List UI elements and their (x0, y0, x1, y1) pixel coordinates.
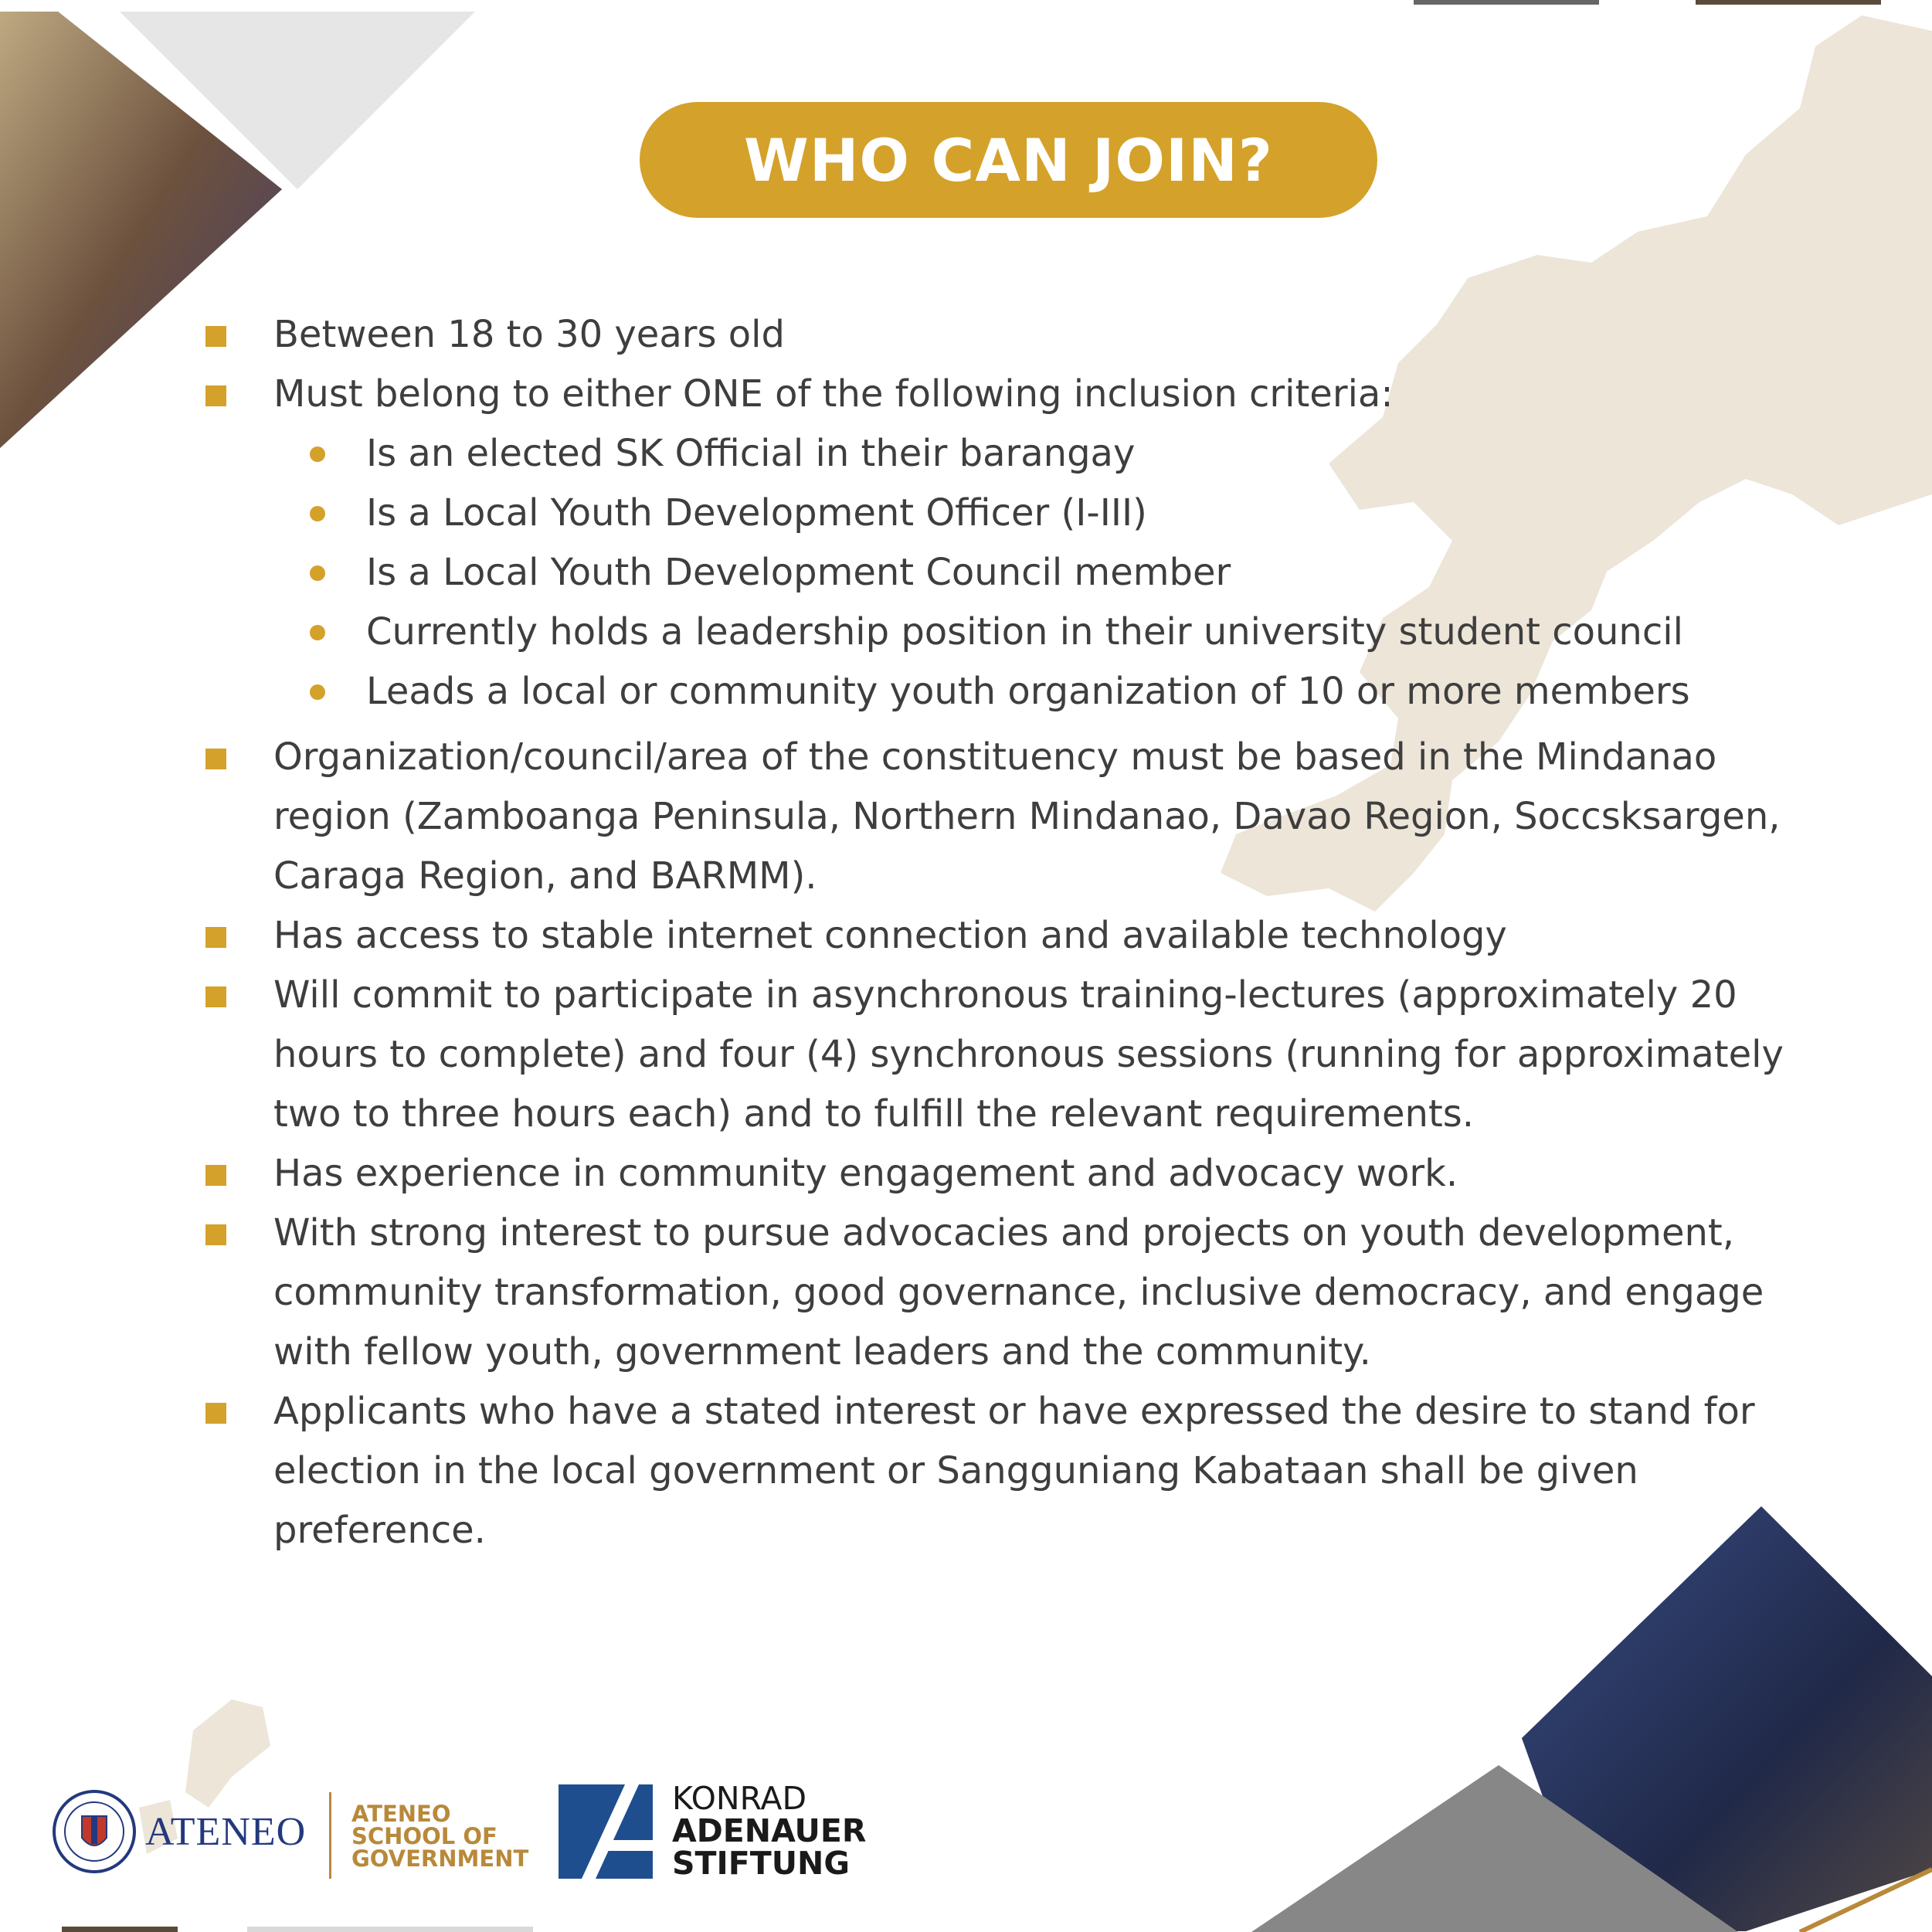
square-bullet-icon (205, 385, 226, 406)
dot-bullet-icon (310, 625, 325, 640)
criteria-text: With strong interest to pursue advocacies and projects on youth development, community transformation, good governance, inclusive democracy, and engage with fellow youth, government leaders and the community. (273, 1211, 1764, 1373)
criteria-item (273, 1382, 1788, 1560)
dot-bullet-icon (310, 684, 325, 700)
criteria-item (273, 1144, 1788, 1204)
square-bullet-icon (205, 986, 226, 1007)
ateneo-seal-logo (51, 1788, 138, 1875)
kas-logo-text (672, 1780, 867, 1882)
criteria-text: Must belong to either ONE of the following inclusion criteria: (273, 372, 1394, 416)
criteria-item (273, 1204, 1788, 1382)
square-bullet-icon (205, 1224, 226, 1245)
sub-criteria-text: Is a Local Youth Development Council member (366, 551, 1231, 594)
dot-bullet-icon (310, 506, 325, 521)
kas-line: ADENAUER (672, 1812, 867, 1849)
square-bullet-icon (205, 927, 226, 948)
kas-line: STIFTUNG (672, 1845, 850, 1882)
criteria-item (273, 728, 1788, 906)
square-bullet-icon (205, 749, 226, 769)
sub-criteria-text: Is a Local Youth Development Officer (I-III) (366, 491, 1147, 535)
sog-line: SCHOOL OF (351, 1823, 497, 1849)
page-title: WHO CAN JOIN? (743, 125, 1273, 195)
sub-criteria-item (366, 484, 1834, 543)
sub-criteria-item (366, 603, 1834, 662)
sub-criteria-item (366, 543, 1834, 603)
criteria-text: Applicants who have a stated interest or have expressed the desire to stand for election in the local government or Sangguniang Kabataan shall be given preference. (273, 1390, 1755, 1552)
sub-criteria-text: Leads a local or community youth organization of 10 or more members (366, 670, 1690, 713)
school-of-government-logo (351, 1803, 528, 1870)
sog-line: ATENEO (351, 1801, 451, 1827)
criteria-text: Organization/council/area of the constituency must be based in the Mindanao region (Zamboanga Peninsula, Northern Mindanao, Davao Region, Soccsksargen, Caraga Region, and BARMM). (273, 735, 1781, 898)
criteria-text: Will commit to participate in asynchronous training-lectures (approximately 20 hours to complete) and four (4) synchronous sessions (running for approximately two to three hours each) and to fulfill the relevant requirements. (273, 973, 1784, 1136)
kas-logo-mark (559, 1784, 653, 1879)
criteria-text: Between 18 to 30 years old (273, 313, 785, 356)
criteria-item (273, 305, 1788, 365)
title-banner (640, 102, 1377, 218)
sub-criteria-text: Currently holds a leadership position in their university student council (366, 610, 1683, 654)
sub-criteria-text: Is an elected SK Official in their barangay (366, 432, 1136, 475)
dot-bullet-icon (310, 565, 325, 581)
sog-line: GOVERNMENT (351, 1845, 529, 1872)
criteria-item (273, 365, 1788, 424)
criteria-text: Has experience in community engagement and advocacy work. (273, 1152, 1458, 1195)
criteria-text: Has access to stable internet connection and available technology (273, 914, 1507, 957)
sub-criteria-item (366, 424, 1834, 484)
square-bullet-icon (205, 1165, 226, 1186)
sub-criteria-item (366, 662, 1834, 722)
criteria-item (273, 966, 1788, 1144)
square-bullet-icon (205, 1403, 226, 1424)
kas-line: KONRAD (672, 1780, 807, 1817)
square-bullet-icon (205, 326, 226, 347)
criteria-list (0, 305, 1932, 1560)
dot-bullet-icon (310, 446, 325, 462)
logo-divider (329, 1792, 331, 1879)
ateneo-wordmark: ATENEO (145, 1810, 307, 1854)
criteria-item (273, 906, 1788, 966)
